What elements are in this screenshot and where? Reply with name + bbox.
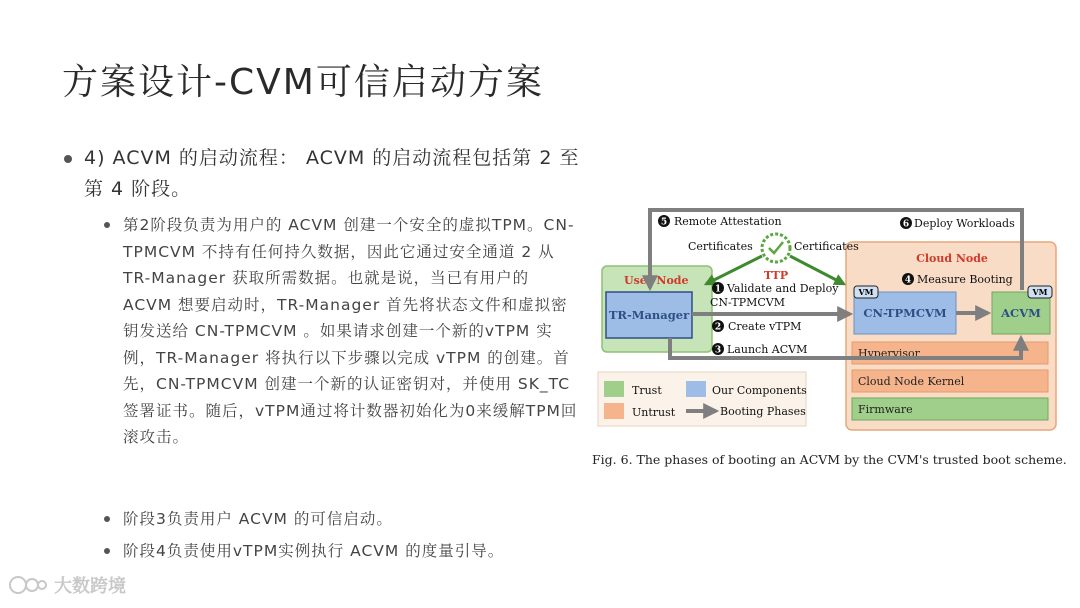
step-1-label-line1: Validate and Deploy <box>727 282 839 295</box>
ttp-check-icon <box>769 242 783 253</box>
sub-bullet-1 <box>104 212 584 451</box>
legend-untrust-swatch <box>604 403 624 419</box>
vm-tag-text: VM <box>1032 287 1048 297</box>
watermark <box>8 572 126 598</box>
vm-tag-text: VM <box>858 287 874 297</box>
step-4-label: Measure Booting <box>917 273 1013 286</box>
cloud-node-label: Cloud Node <box>916 252 988 265</box>
slide-title: 方案设计-CVM可信启动方案 <box>62 62 544 103</box>
user-node-label: User Node <box>624 274 689 287</box>
step-2-number: 2 <box>714 322 722 333</box>
sub-bullet-2 <box>104 506 584 533</box>
bullet-dot <box>104 222 110 228</box>
sub-bullet-3 <box>104 538 584 565</box>
legend-components-label: Our Components <box>712 384 807 397</box>
figure-caption: Fig. 6. The phases of booting an ACVM by the CVM's trusted boot scheme. <box>592 452 1067 467</box>
sub-bullet-text: 阶段4负责使用vTPM实例执行 ACVM 的度量引导。 <box>123 542 505 560</box>
cn-tpmcvm-label: CN-TPMCVM <box>863 306 947 320</box>
bullet-dot <box>104 516 110 522</box>
step-6-number: 6 <box>902 219 910 230</box>
bullet-dot <box>104 548 110 554</box>
sub-bullet-text: 第2阶段负责为用户的 ACVM 创建一个安全的虚拟TPM。CN-TPMCVM 不持有任何持久数据，因此它通过安全通道 2 从 TR-Manager 获取所需数据。也就是说，当已有用户的 ACVM 想要启动时，TR-Manager 首先将状态文件和虚拟密钥发送给 CN-TPMCVM 。如果请求创建一个新的vTPM 实例，TR-Manager 将执行以下步骤以完成 vTPM 的创建。首先，CN-TPMCVM 创建一个新的认证密钥对，并使用 SK_TC 签署证书。随后，vTPM通过将计数器初始化为0来缓解TPM回滚攻击。 <box>123 216 578 446</box>
firmware-label: Firmware <box>858 403 913 416</box>
step-3-label: Launch ACVM <box>727 343 808 356</box>
legend-booting-label: Booting Phases <box>720 405 806 418</box>
legend-components-swatch <box>686 381 706 397</box>
watermark-text: 大数跨境 <box>54 576 126 597</box>
boot-phases-diagram <box>590 200 1070 450</box>
certificates-right-label: Certificates <box>794 240 859 253</box>
cert-arrow-right <box>790 256 844 284</box>
ttp-seal-icon <box>762 234 790 262</box>
step-4-number: 4 <box>904 275 912 286</box>
step-3-number: 3 <box>714 345 722 356</box>
legend-untrust-label: Untrust <box>632 406 676 419</box>
tr-manager-label: TR-Manager <box>608 308 690 322</box>
step-5-label: Remote Attestation <box>674 215 782 228</box>
ttp-label: TTP <box>763 269 789 282</box>
kernel-label: Cloud Node Kernel <box>858 375 965 388</box>
step-6-label: Deploy Workloads <box>914 217 1015 230</box>
acvm-label: ACVM <box>1001 306 1041 320</box>
hypervisor-label: Hypervisor <box>858 347 920 360</box>
bullet-dot <box>64 155 72 163</box>
watermark-logo-icon <box>8 574 48 596</box>
cert-arrow-left <box>706 256 762 284</box>
step-2-label: Create vTPM <box>728 320 802 333</box>
legend-trust-swatch <box>604 381 624 397</box>
step-1-label-line2: CN-TPMCVM <box>710 296 785 309</box>
step-1-number: 1 <box>714 284 722 295</box>
main-bullet <box>64 143 584 205</box>
legend-trust-label: Trust <box>632 384 662 397</box>
sub-bullet-text: 阶段3负责用户 ACVM 的可信启动。 <box>123 510 393 528</box>
certificates-left-label: Certificates <box>688 240 753 253</box>
step-5-number: 5 <box>660 217 668 228</box>
main-bullet-text: 4) ACVM 的启动流程： ACVM 的启动流程包括第 2 至第 4 阶段。 <box>84 147 580 200</box>
